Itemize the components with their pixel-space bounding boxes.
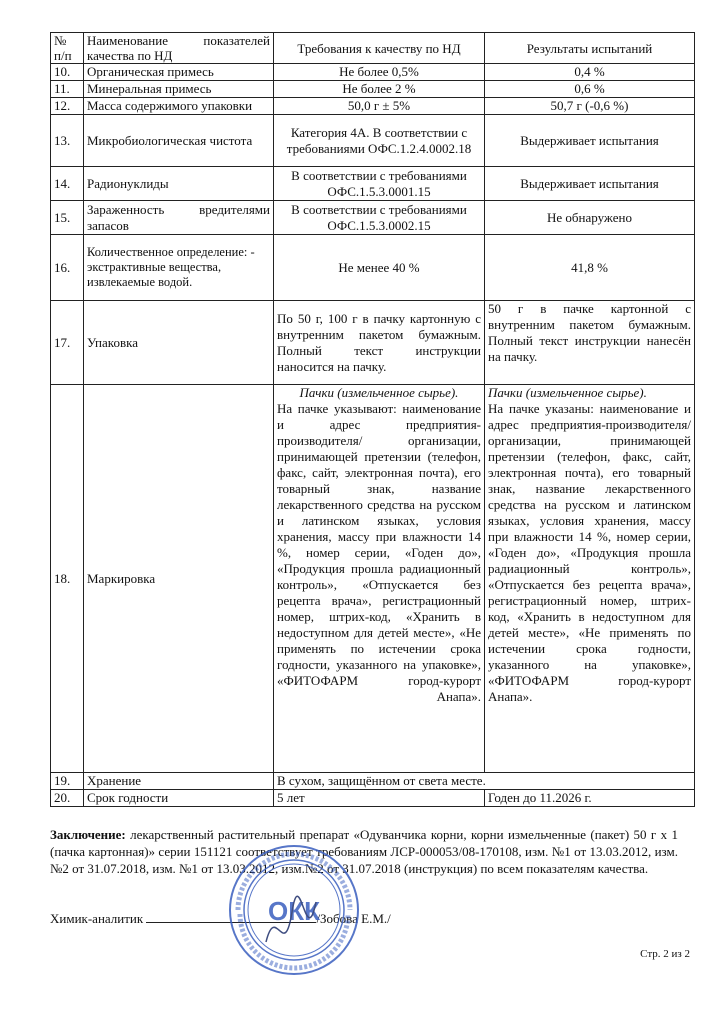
row-indicator: Срок годности xyxy=(84,790,274,807)
requirement-subtitle: Пачки (измельченное сырье). xyxy=(299,385,459,400)
row-number: 11. xyxy=(51,81,84,98)
row-indicator: Масса содержимого упаковки xyxy=(84,98,274,115)
row-indicator: Количественное определение: - экстрактивные вещества, извлекаемые водой. xyxy=(84,235,274,301)
row-requirement: По 50 г, 100 г в пачку картонную с внутренним пакетом бумажным. Полный текст инструкции наносится на пачку. xyxy=(274,301,485,385)
table-row xyxy=(51,773,695,790)
table-row xyxy=(51,64,695,81)
row-result: Выдерживает испытания xyxy=(485,167,695,201)
header-indicator: Наименование показателей качества по НД xyxy=(84,33,274,64)
row-indicator: Зараженность вредителями запасов xyxy=(84,201,274,235)
row-number: 13. xyxy=(51,115,84,167)
row-number: 16. xyxy=(51,235,84,301)
row-indicator: Микробиологическая чистота xyxy=(84,115,274,167)
row-number: 10. xyxy=(51,64,84,81)
row-requirement: В сухом, защищённом от света месте. xyxy=(274,773,695,790)
header-requirements: Требования к качеству по НД xyxy=(274,33,485,64)
row-number: 18. xyxy=(51,385,84,773)
table-row xyxy=(51,201,695,235)
row-result: Годен до 11.2026 г. xyxy=(485,790,695,807)
row-requirement: 50,0 г ± 5% xyxy=(274,98,485,115)
row-requirement: В соответствии с требованиями ОФС.1.5.3.0001.15 xyxy=(274,167,485,201)
conclusion xyxy=(50,826,678,877)
table-row xyxy=(51,235,695,301)
page-number: Стр. 2 из 2 xyxy=(640,948,690,960)
row-result: 41,8 % xyxy=(485,235,695,301)
requirement-text: На пачке указывают: наименование и адрес предприятия-производителя/ организации, принимающей претензии (телефон, факс, сайт, электронная почта), его товарный знак, название лекарственного средства на русском и латинском языках, условия хранения, массу при влажности 14 %, номер серии, «Годен до», «Продукция прошла радиационный контроль», «Отпускается без рецепта врача», регистрационный номер, штрих-код, «Хранить в недоступном для детей месте», «Не применять по истечении срока годности, указанного на упаковке», «ФИТОФАРМ город-курорт Анапа». xyxy=(277,401,481,704)
table-header-row xyxy=(51,33,695,64)
row-requirement xyxy=(274,385,485,773)
table-row xyxy=(51,301,695,385)
company-stamp xyxy=(226,842,362,978)
table-row xyxy=(51,81,695,98)
row-requirement: В соответствии с требованиями ОФС.1.5.3.0002.15 xyxy=(274,201,485,235)
row-requirement: Не более 0,5% xyxy=(274,64,485,81)
row-requirement: Не менее 40 % xyxy=(274,235,485,301)
signature-name: /Зобова Е.М./ xyxy=(316,911,391,926)
quality-table xyxy=(50,32,695,807)
row-result: 50 г в пачке картонной с внутренним пакетом бумажным. Полный текст инструкции нанесён на пачку. xyxy=(485,301,695,385)
table-row xyxy=(51,385,695,773)
row-number: 20. xyxy=(51,790,84,807)
table-row xyxy=(51,98,695,115)
row-number: 17. xyxy=(51,301,84,385)
row-result xyxy=(485,385,695,773)
row-indicator: Упаковка xyxy=(84,301,274,385)
signature-role: Химик-аналитик xyxy=(50,911,144,926)
row-indicator: Радионуклиды xyxy=(84,167,274,201)
row-requirement: Не более 2 % xyxy=(274,81,485,98)
row-result: Выдерживает испытания xyxy=(485,115,695,167)
row-indicator: Маркировка xyxy=(84,385,274,773)
table-row xyxy=(51,790,695,807)
row-result: 50,7 г (-0,6 %) xyxy=(485,98,695,115)
conclusion-text: лекарственный растительный препарат «Одуванчика корни, корни измельченные (пакет) 50 г х 1 (пачка картонная)» серии 151121 соответствует требованиям ЛСР-000053/08-170108, изм. №1 от 13.03.2012, изм. №2 от 31.07.2018, изм. №1 от 13.03.2012, изм.№2 от 31.07.2018 (инструкция) по всем показателям качества. xyxy=(50,827,678,876)
row-indicator: Органическая примесь xyxy=(84,64,274,81)
row-result: 0,4 % xyxy=(485,64,695,81)
row-indicator: Хранение xyxy=(84,773,274,790)
header-number: № п/п xyxy=(51,33,84,64)
result-subtitle: Пачки (измельченное сырье). xyxy=(488,385,647,400)
stamp-text: ОКК xyxy=(268,896,320,926)
row-number: 12. xyxy=(51,98,84,115)
header-results: Результаты испытаний xyxy=(485,33,695,64)
row-indicator: Минеральная примесь xyxy=(84,81,274,98)
result-text: На пачке указаны: наименование и адрес предприятия-производителя/ организации, принимающей претензии (телефон, факс, сайт, электронная почта), его товарный знак, название лекарственного средства на русском и латинском языках, условия хранения, массу при влажности 14 %, номер серии, «Годен до», «Продукция прошла радиационный контроль», «Отпускается без рецепта врача», регистрационный номер, штрих-код, «Хранить в недоступном для детей месте», «Не применять по истечении срока годности, указанного на упаковке», «ФИТОФАРМ город-курорт Анапа». xyxy=(488,401,691,704)
row-result: 0,6 % xyxy=(485,81,695,98)
row-requirement: Категория 4А. В соответствии с требованиями ОФС.1.2.4.0002.18 xyxy=(274,115,485,167)
row-number: 15. xyxy=(51,201,84,235)
row-number: 14. xyxy=(51,167,84,201)
row-number: 19. xyxy=(51,773,84,790)
conclusion-label: Заключение: xyxy=(50,827,126,842)
table-row xyxy=(51,167,695,201)
table-row xyxy=(51,115,695,167)
row-result: Не обнаружено xyxy=(485,201,695,235)
row-requirement: 5 лет xyxy=(274,790,485,807)
